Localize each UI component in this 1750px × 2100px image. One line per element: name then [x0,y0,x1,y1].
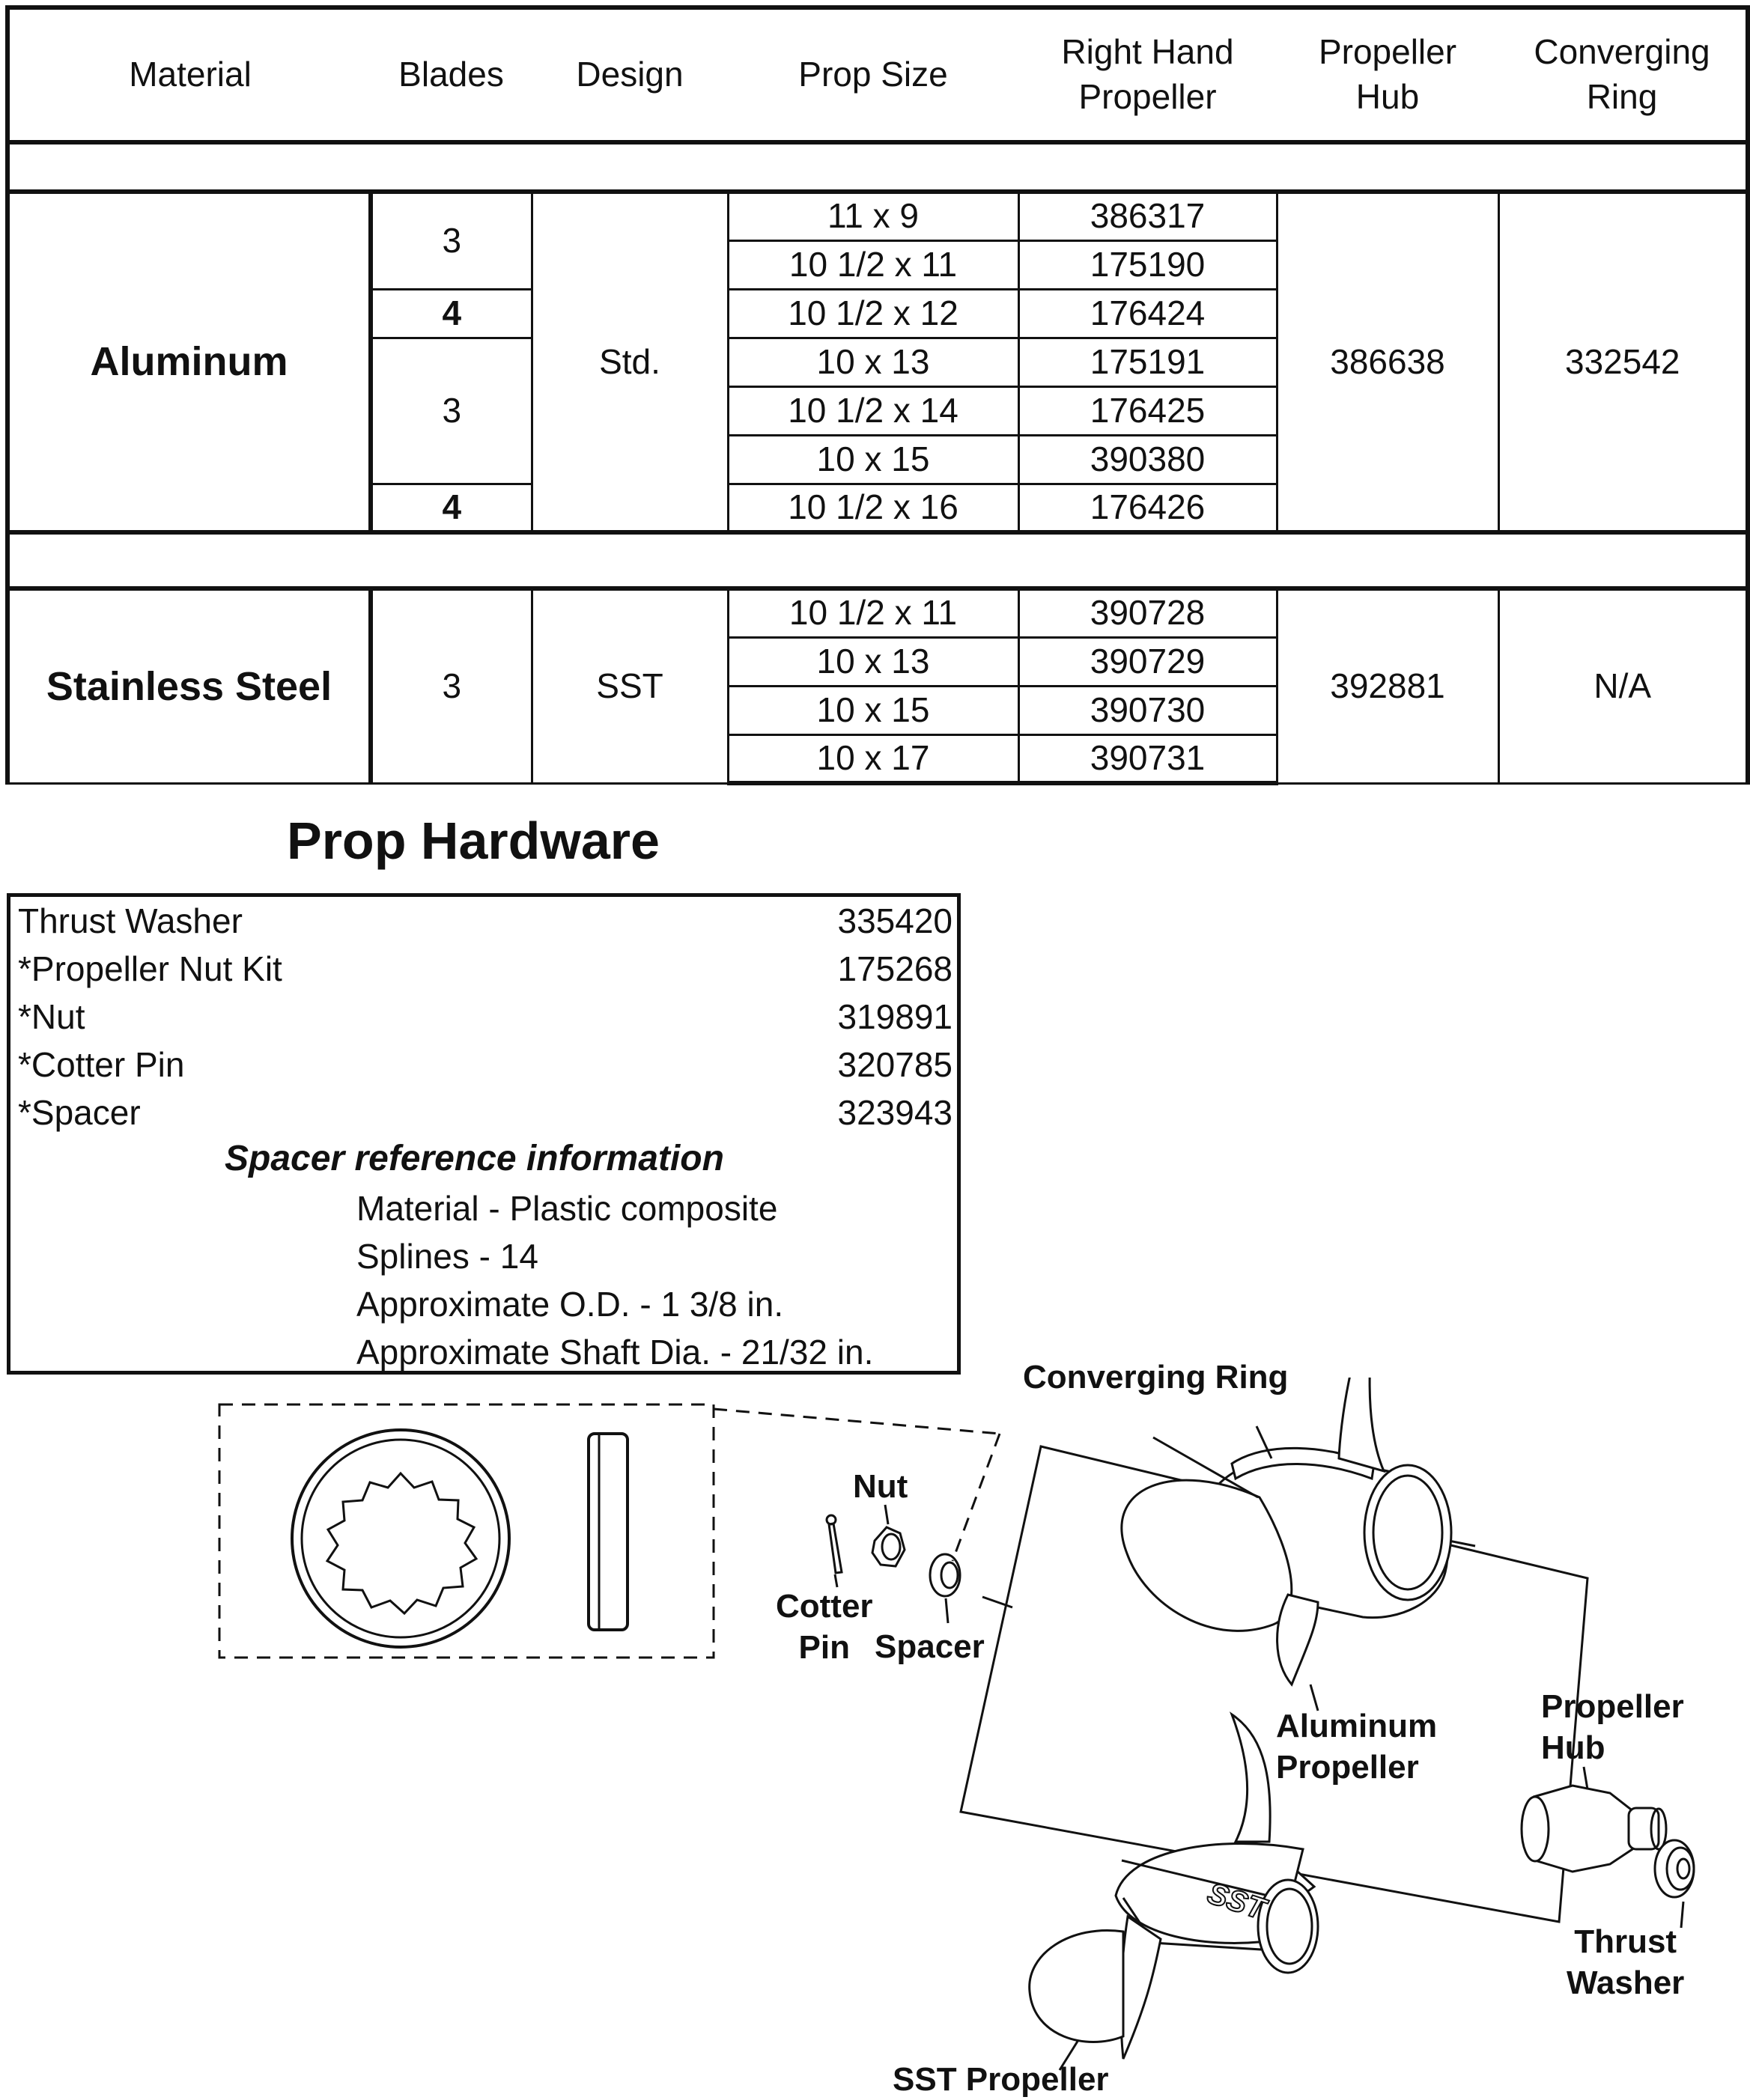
hardware-item-name: *Cotter Pin [18,1045,185,1084]
prop-size-cell: 10 1/2 x 16 [728,484,1018,532]
hardware-item [18,993,953,1041]
prop-size-cell: 10 x 13 [728,338,1018,386]
spacer-part-icon [930,1554,960,1596]
label-thrust-washer: Thrust Washer [1567,1923,1685,2001]
header-material: Material [7,7,371,142]
blades-cell: 4 [371,484,532,532]
part-number-cell: 390731 [1018,734,1277,783]
material-stainless-steel: Stainless Steel [7,588,371,783]
label-converging-ring: Converging Ring [1023,1359,1289,1396]
table-header-row [7,7,1748,142]
section-spacer-row [7,142,1748,192]
propeller-parts-table [5,5,1750,785]
hardware-item-name: *Spacer [18,1093,141,1132]
hardware-item-part: 323943 [837,1093,953,1132]
hardware-item-part: 320785 [837,1045,953,1084]
hardware-item-name: Thrust Washer [18,901,243,940]
prop-size-cell: 10 x 17 [728,734,1018,783]
hardware-item-part: 319891 [837,997,953,1036]
part-number-cell: 175190 [1018,240,1277,289]
header-converging-ring: Converging Ring [1498,7,1748,142]
prop-size-cell: 10 x 15 [728,435,1018,484]
label-spacer: Spacer [875,1628,985,1665]
hardware-item [18,1089,953,1136]
spacer-reference-line: Approximate O.D. - 1 3/8 in. [356,1285,784,1324]
label-sst-propeller: SST Propeller [893,2061,1109,2098]
table-row [7,588,1748,637]
header-design: Design [532,7,728,142]
propeller-hub-icon [1522,1786,1666,1872]
blades-cell: 3 [371,588,532,783]
hardware-item-name: *Nut [18,997,85,1036]
prop-size-cell: 10 1/2 x 14 [728,386,1018,435]
table-row [7,192,1748,240]
part-number-cell: 176425 [1018,386,1277,435]
hub-part-aluminum: 386638 [1277,192,1498,532]
spacer-face-icon [292,1430,509,1647]
spacer-reference-title: Spacer reference information [225,1139,724,1178]
header-blades: Blades [371,7,532,142]
hardware-item-part: 175268 [837,949,953,988]
prop-size-cell: 11 x 9 [728,192,1018,240]
hardware-item-part: 335420 [837,901,953,940]
part-number-cell: 175191 [1018,338,1277,386]
part-number-cell: 390728 [1018,588,1277,637]
part-number-cell: 390380 [1018,435,1277,484]
hardware-item [18,897,953,945]
blades-cell: 4 [371,289,532,338]
ring-part-aluminum: 332542 [1498,192,1748,532]
spacer-reference-line: Material - Plastic composite [356,1189,778,1228]
part-number-cell: 176426 [1018,484,1277,532]
detail-leader-line [953,1434,1000,1561]
blades-cell: 3 [371,192,532,289]
label-nut: Nut [853,1468,908,1505]
spacer-reference-line: Splines - 14 [356,1237,538,1276]
label-aluminum-propeller: Aluminum Propeller [1276,1708,1438,1786]
blades-cell: 3 [371,338,532,484]
section-spacer-row [7,532,1748,588]
prop-hardware-box [7,893,961,1375]
ring-part-stainless: N/A [1498,588,1748,783]
part-number-cell: 390729 [1018,637,1277,686]
header-prop-size: Prop Size [728,7,1018,142]
nut-icon [872,1527,905,1566]
aluminum-propeller-icon [1122,1378,1451,1684]
hub-part-stainless: 392881 [1277,588,1498,783]
hardware-item [18,1041,953,1089]
prop-hardware-title: Prop Hardware [287,812,660,870]
hardware-item-name: *Propeller Nut Kit [18,949,282,988]
prop-size-cell: 10 x 13 [728,637,1018,686]
prop-size-cell: 10 1/2 x 11 [728,240,1018,289]
spacer-side-icon [589,1434,628,1630]
design-std: Std. [532,192,728,532]
part-number-cell: 176424 [1018,289,1277,338]
part-number-cell: 390730 [1018,686,1277,734]
material-aluminum: Aluminum [7,192,371,532]
prop-size-cell: 10 1/2 x 11 [728,588,1018,637]
header-right-hand-propeller: Right Hand Propeller [1018,7,1277,142]
label-propeller-hub: Propeller Hub [1541,1688,1684,1766]
hardware-item [18,945,953,993]
prop-size-cell: 10 x 15 [728,686,1018,734]
detail-leader-line [714,1409,1000,1434]
spacer-reference-line: Approximate Shaft Dia. - 21/32 in. [356,1333,874,1372]
sst-logo: SST [1203,1876,1269,1926]
cotter-pin-icon [827,1515,842,1573]
thrust-washer-icon [1655,1840,1694,1897]
prop-size-cell: 10 1/2 x 12 [728,289,1018,338]
label-cotter-pin: Cotter Pin [776,1588,873,1666]
part-number-cell: 386317 [1018,192,1277,240]
exploded-view-diagram [0,1359,1750,2100]
design-sst: SST [532,588,728,783]
header-propeller-hub: Propeller Hub [1277,7,1498,142]
